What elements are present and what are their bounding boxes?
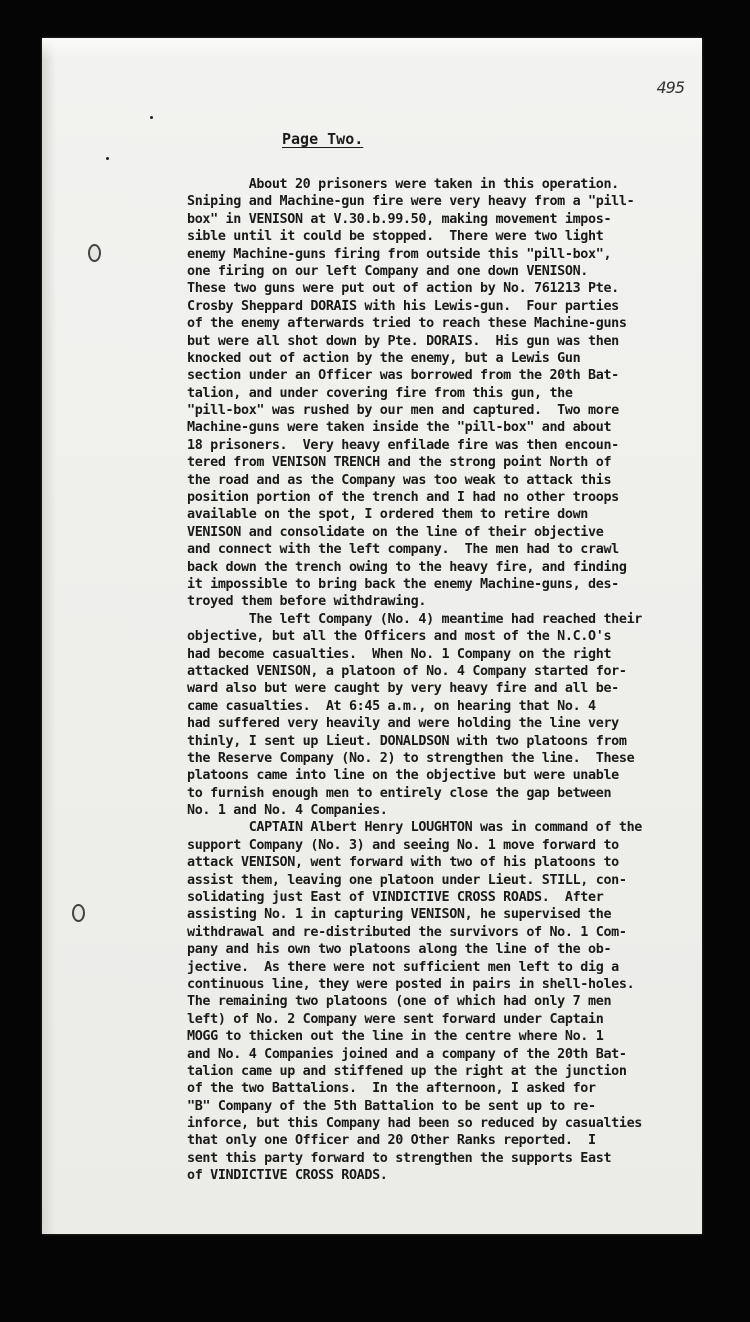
text-line: assisting No. 1 in capturing VENISON, he supervised the	[187, 907, 612, 923]
text-line: MOGG to thicken out the line in the centre where No. 1	[187, 1029, 604, 1045]
text-line: jective. As there were not sufficient men left to dig a	[187, 959, 619, 975]
text-line: pany and his own two platoons along the line of the ob-	[187, 942, 612, 958]
text-line: No. 1 and No. 4 Companies.	[187, 803, 388, 819]
text-line: withdrawal and re-distributed the survivors of No. 1 Com-	[187, 924, 627, 940]
text-line: one firing on our left Company and one down VENISON.	[187, 263, 589, 279]
text-line: Crosby Sheppard DORAIS with his Lewis-gun. Four parties	[187, 298, 619, 314]
text-line: The remaining two platoons (one of which had only 7 men	[187, 994, 612, 1010]
text-line: that only one Officer and 20 Other Ranks reported. I	[187, 1133, 596, 1149]
text-line: ward also but were caught by very heavy fire and all be-	[187, 681, 619, 697]
text-line: and connect with the left company. The men had to crawl	[187, 542, 619, 558]
text-line: Machine-guns were taken inside the "pill-box" and about	[187, 420, 612, 436]
text-line: sent this party forward to strengthen the supports East	[187, 1150, 612, 1166]
text-line: support Company (No. 3) and seeing No. 1 move forward to	[187, 837, 619, 853]
text-line: had suffered very heavily and were holding the line very	[187, 716, 619, 732]
text-line: available on the spot, I ordered them to retire down	[187, 507, 589, 523]
text-line: These two guns were put out of action by No. 761213 Pte.	[187, 281, 619, 297]
text-line: platoons came into line on the objective but were unable	[187, 768, 619, 784]
punch-hole-bottom	[72, 904, 85, 922]
document-page	[42, 38, 702, 1234]
text-line: Sniping and Machine-gun fire were very heavy from a "pill-	[187, 194, 635, 210]
text-line: objective, but all the Officers and most of the N.C.O's	[187, 629, 612, 645]
text-line: but were all shot down by Pte. DORAIS. His gun was then	[187, 333, 619, 349]
text-line: The left Company (No. 4) meantime had reached their	[187, 611, 642, 627]
text-line: back down the trench owing to the heavy fire, and finding	[187, 559, 627, 575]
text-line: came casualties. At 6:45 a.m., on hearing that No. 4	[187, 698, 596, 714]
text-line: VENISON and consolidate on the line of their objective	[187, 524, 604, 540]
text-line: enemy Machine-guns firing from outside this "pill-box",	[187, 246, 612, 262]
paper-fold-shadow	[42, 38, 56, 1234]
body-text	[187, 176, 702, 1185]
ink-speck	[106, 157, 109, 160]
text-line: "pill-box" was rushed by our men and captured. Two more	[187, 403, 619, 419]
text-line: had become casualties. When No. 1 Company on the right	[187, 646, 612, 662]
text-line: About 20 prisoners were taken in this operation.	[187, 177, 619, 192]
text-line: CAPTAIN Albert Henry LOUGHTON was in command of the	[187, 820, 642, 836]
text-line: talion, and under covering fire from this gun, the	[187, 385, 573, 401]
text-line: position portion of the trench and I had no other troops	[187, 490, 619, 506]
text-line: section under an Officer was borrowed from the 20th Bat-	[187, 368, 619, 384]
text-line: of the enemy afterwards tried to reach these Machine-guns	[187, 316, 627, 332]
text-line: knocked out of action by the enemy, but a Lewis Gun	[187, 350, 581, 366]
text-line: continuous line, they were posted in pairs in shell-holes.	[187, 976, 635, 992]
text-line: of VINDICTIVE CROSS ROADS.	[187, 1168, 388, 1184]
text-line: assist them, leaving one platoon under Lieut. STILL, con-	[187, 872, 627, 888]
text-line: solidating just East of VINDICTIVE CROSS ROADS. After	[187, 890, 604, 906]
text-line: tered from VENISON TRENCH and the strong point North of	[187, 455, 612, 471]
text-line: the road and as the Company was too weak to attack this	[187, 472, 612, 488]
text-line: sible until it could be stopped. There were two light	[187, 229, 604, 245]
text-line: left) of No. 2 Company were sent forward under Captain	[187, 1011, 604, 1027]
text-line: the Reserve Company (No. 2) to strengthen the line. These	[187, 750, 635, 766]
text-line: to furnish enough men to entirely close the gap between	[187, 785, 612, 801]
text-line: of the two Battalions. In the afternoon, I asked for	[187, 1081, 596, 1097]
text-line: inforce, but this Company had been so reduced by casualties	[187, 1116, 642, 1132]
text-line: it impossible to bring back the enemy Machine-guns, des-	[187, 576, 619, 592]
text-line: "B" Company of the 5th Battalion to be sent up to re-	[187, 1098, 596, 1114]
text-line: troyed them before withdrawing.	[187, 594, 427, 610]
text-line: 18 prisoners. Very heavy enfilade fire was then encoun-	[187, 437, 619, 453]
punch-hole-top	[88, 244, 101, 262]
page-number: 495	[656, 78, 684, 97]
text-line: thinly, I sent up Lieut. DONALDSON with two platoons from	[187, 733, 627, 749]
paper-top-highlight	[42, 38, 702, 60]
text-line: box" in VENISON at V.30.b.99.50, making movement impos-	[187, 211, 612, 227]
text-line: and No. 4 Companies joined and a company of the 20th Bat-	[187, 1046, 627, 1062]
ink-speck	[150, 116, 153, 119]
text-line: attacked VENISON, a platoon of No. 4 Company started for-	[187, 663, 627, 679]
text-line: talion came up and stiffened up the right at the junction	[187, 1063, 627, 1079]
page-heading: Page Two.	[282, 130, 364, 148]
text-line: attack VENISON, went forward with two of his platoons to	[187, 855, 619, 871]
